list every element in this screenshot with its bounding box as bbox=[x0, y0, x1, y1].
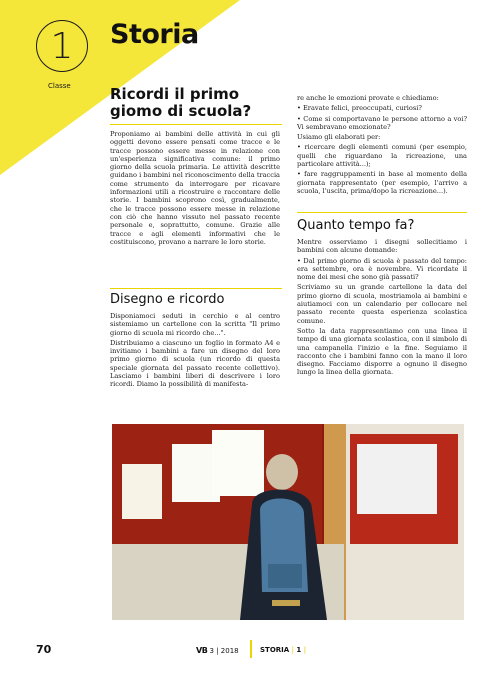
right-column-top bbox=[297, 94, 467, 197]
article-title: Ricordi il primo giomo di scuola? bbox=[110, 85, 252, 120]
class-number-badge: 1 bbox=[36, 20, 88, 72]
section2-title: Disegno e ricordo bbox=[110, 292, 225, 307]
footer-divider bbox=[250, 640, 252, 658]
right-line-4: Usiamo gli elaborati per: bbox=[297, 133, 381, 142]
footer-separator: | bbox=[291, 646, 294, 654]
right-line-5: • ricercare degli elementi comuni (per esempio, quelli che riguardano la ricreazione, una particolare attività...); bbox=[297, 143, 467, 169]
magazine-issue bbox=[196, 646, 239, 655]
footer-section-label: STORIA bbox=[260, 646, 290, 654]
title-rule bbox=[110, 124, 282, 125]
section-title: Storia bbox=[110, 19, 199, 50]
left-column-section2 bbox=[110, 312, 280, 391]
classroom-photo bbox=[112, 424, 464, 620]
section2-paragraph-1: Disponiamoci seduti in cerchio e al centro sistemiamo un cartellone con la scritta "Il primo giorno di scuola mi ricordo che...". bbox=[110, 312, 280, 337]
right-line-6: • fare raggruppamenti in base al momento della giornata rappresentato (per esempio, l'arrivo a scuola, l'uscita, prima/dopo la ricreazione...). bbox=[297, 170, 467, 195]
footer-class: 1 bbox=[296, 646, 302, 654]
section2-rule bbox=[110, 288, 282, 289]
section3-title: Quanto tempo fa? bbox=[297, 218, 415, 233]
page-number: 70 bbox=[36, 643, 52, 656]
class-label: Classe bbox=[48, 82, 71, 90]
section3-paragraph-4: Sotto la data rappresentiamo con una linea il tempo di una giornata scolastica, con il simbolo di una campanella l'inizio e la fine. Seguiamo il racconto che i bambini fanno con la mano il loro disegno. Facciamo disporre a ognuno il disegno lungo la linea della giornata. bbox=[297, 326, 467, 377]
right-line-2: • Eravate felici, preoccupati, curiosi? bbox=[297, 104, 422, 113]
section3-paragraph-1: Mentre osserviamo i disegni sollecitiamo i bambini con alcune domande: bbox=[297, 238, 467, 255]
right-line-1: re anche le emozioni provate e chiediamo: bbox=[297, 94, 439, 102]
intro-paragraph: Proponiamo ai bambini delle attività in cui gli oggetti devono essere pensati come tracce e le tracce possono essere messe in relazione con un'esperienza significativa comune: il primo giorno della scuola primaria. Le attività descritte guidano i bambini nel riconoscimento della traccia come strumento da interrogare per ricavare informazioni utili a ricostruire e raccontare delle storie. I bambini scoprono così, gradualmente, che le tracce possono essere messe in relazione con ciò che hanno vissuto nel passato recente personale e, soprattutto, comune. Grazie alle tracce e agli elementi informativi che le costituiscono, provano a narrare le loro storie. bbox=[110, 130, 280, 246]
left-column-intro bbox=[110, 130, 280, 248]
section3-paragraph-3: Scriviamo su un grande cartellone la data del primo giorno di scuola, mostriamola ai bambini e aiutiamoci con un calendario per collocare nel passato recente questa esperienza scolastica comune. bbox=[297, 283, 467, 325]
section3-paragraph-2: • Dal primo giorno di scuola è passato del tempo: era settembre, ora è novembre. Vi ricordate il nome dei mesi che sono già passati? bbox=[297, 256, 467, 282]
issue-number: 3 | 2018 bbox=[209, 647, 239, 655]
section2-paragraph-2: Distribuiamo a ciascuno un foglio in formato A4 e invitiamo i bambini a fare un disegno del loro primo giorno di scuola (un ricordo di questa speciale giornata del passato recente collettivo). Lasciamo i bambini liberi di descrivere i loro ricordi. Diamo la possibilità di manifesta- bbox=[110, 338, 280, 389]
section3-rule bbox=[297, 212, 467, 213]
footer-section bbox=[260, 646, 306, 654]
footer-separator-2: | bbox=[303, 646, 307, 654]
right-line-3: • Come si comportavano le persone attorno a voi? Vi sembravano emozionate? bbox=[297, 114, 467, 131]
right-column-section3 bbox=[297, 238, 467, 379]
magazine-logo: VB bbox=[196, 646, 208, 655]
